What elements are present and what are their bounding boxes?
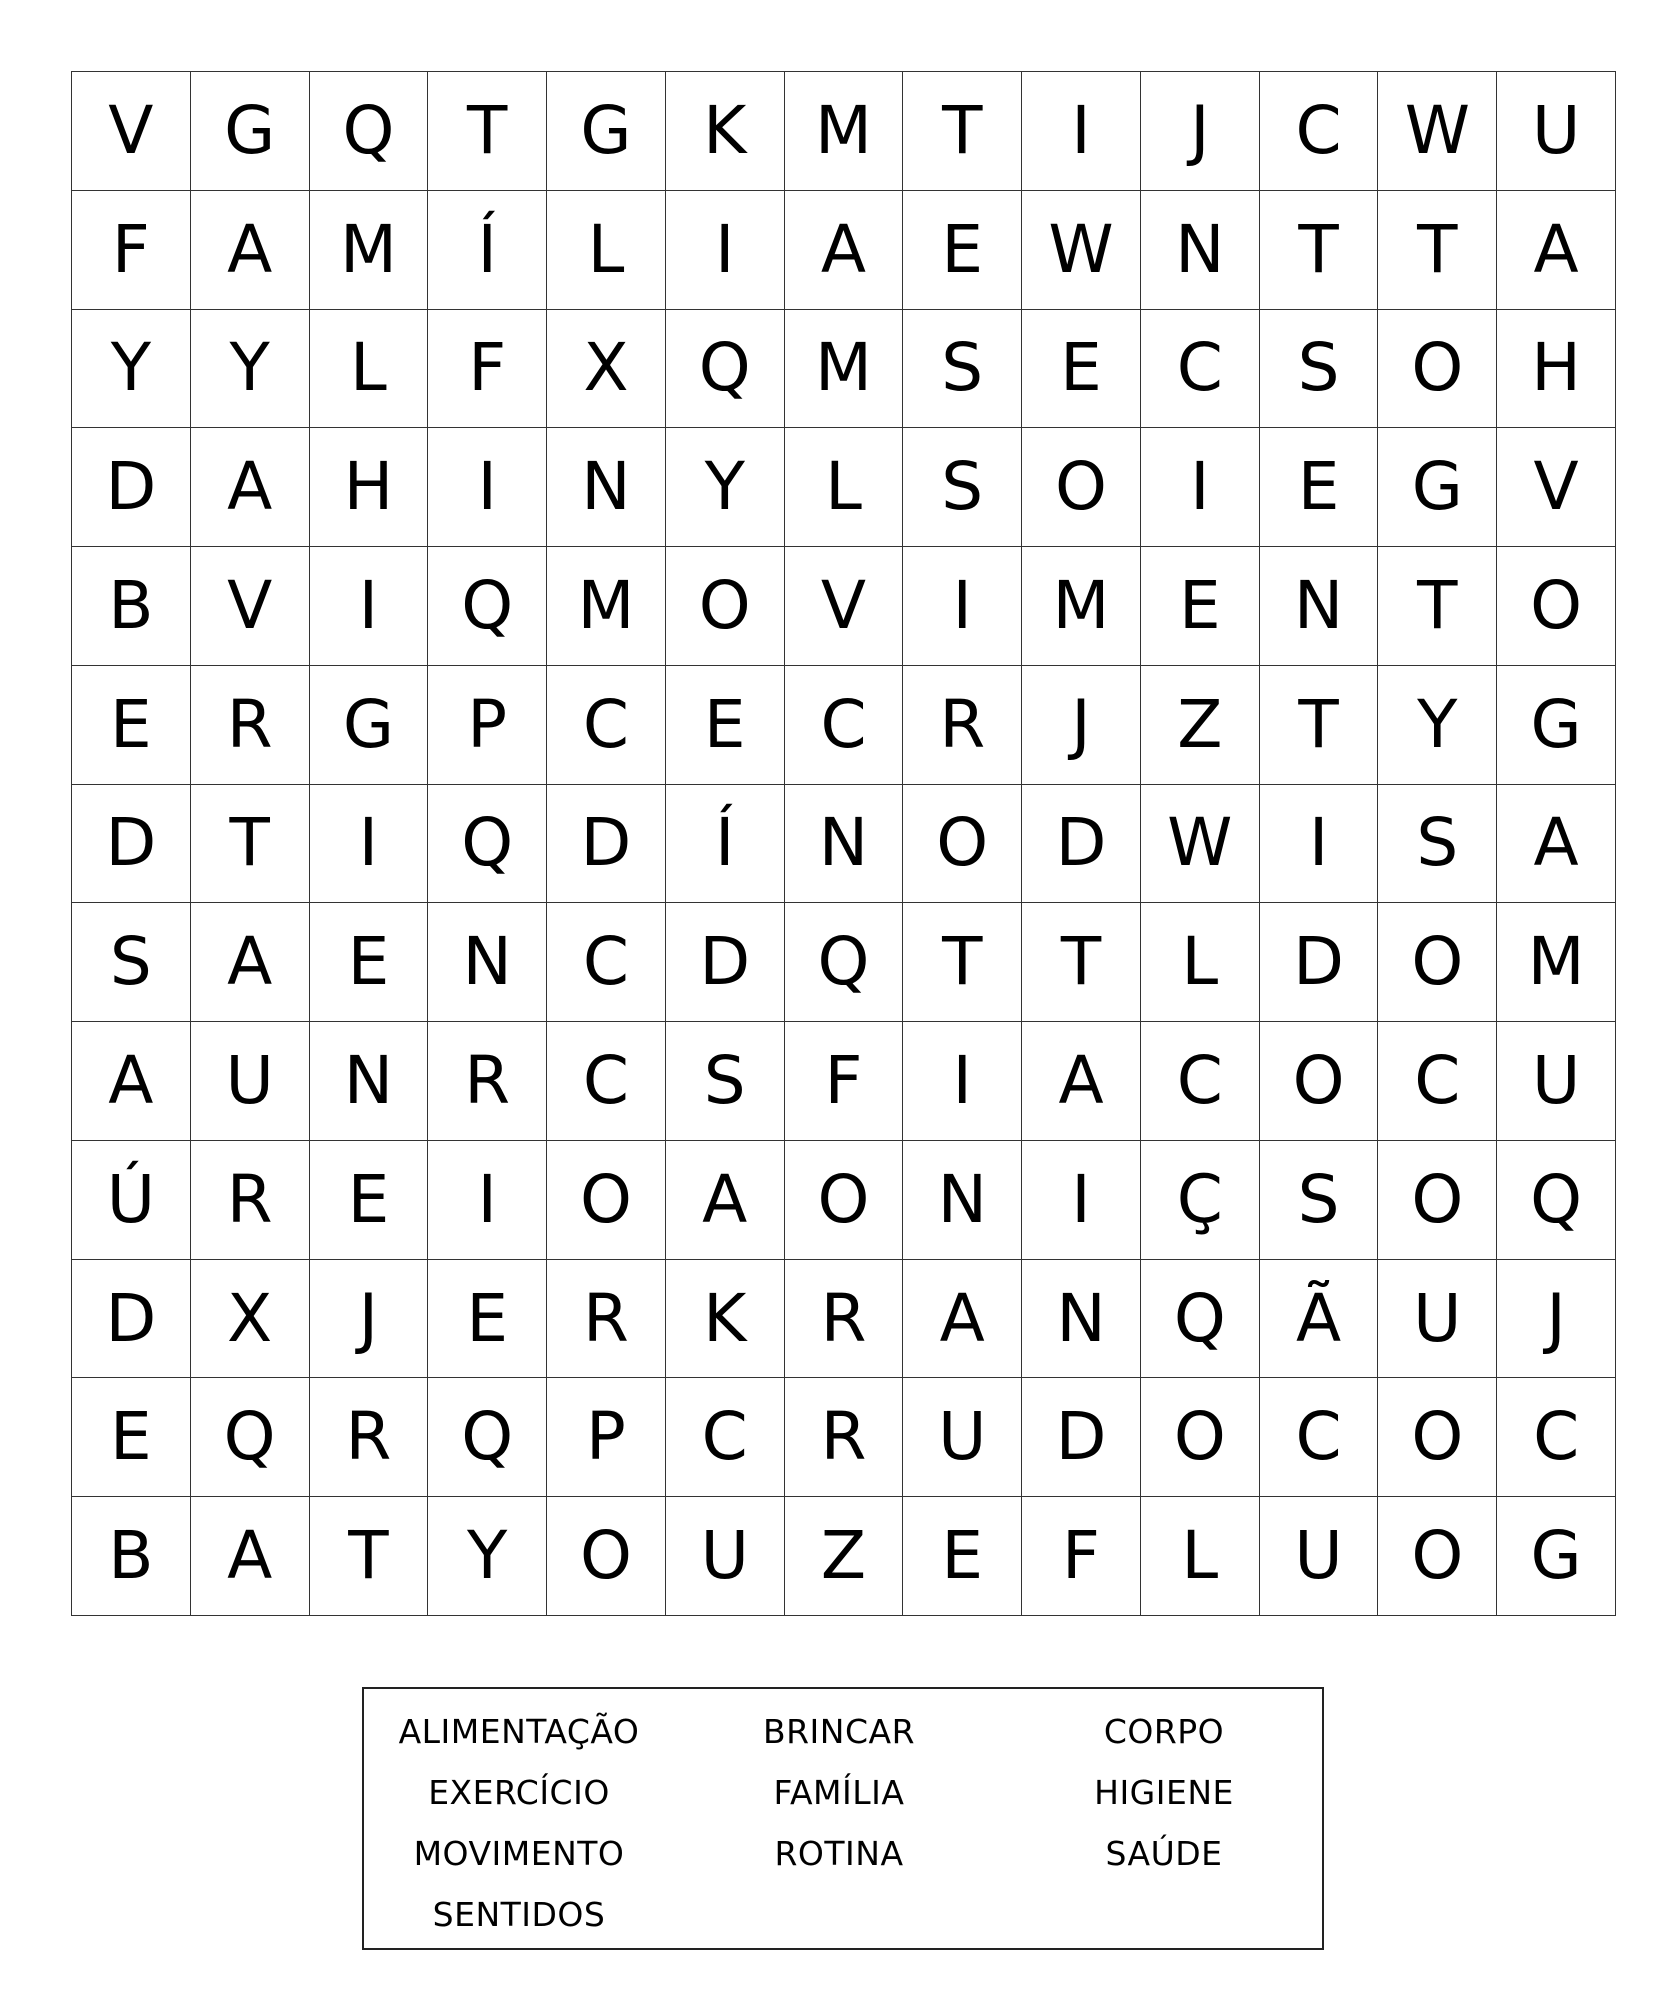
letter-cell[interactable]: F bbox=[428, 310, 547, 429]
letter-cell[interactable]: Q bbox=[785, 903, 904, 1022]
letter-cell[interactable]: A bbox=[191, 903, 310, 1022]
letter-cell[interactable]: Q bbox=[428, 1378, 547, 1497]
letter-cell[interactable]: P bbox=[547, 1378, 666, 1497]
letter-cell[interactable]: I bbox=[1022, 72, 1141, 191]
letter-cell[interactable]: A bbox=[191, 191, 310, 310]
letter-cell[interactable]: F bbox=[1022, 1497, 1141, 1616]
letter-cell[interactable]: L bbox=[1141, 903, 1260, 1022]
letter-grid bbox=[71, 71, 1616, 1616]
letter-cell[interactable]: R bbox=[428, 1022, 547, 1141]
letter-cell[interactable]: W bbox=[1378, 72, 1497, 191]
letter-cell[interactable]: M bbox=[1497, 903, 1616, 1022]
letter-cell[interactable]: O bbox=[1141, 1378, 1260, 1497]
letter-cell[interactable]: L bbox=[1141, 1497, 1260, 1616]
letter-cell[interactable]: Ã bbox=[1260, 1260, 1379, 1379]
letter-cell[interactable]: C bbox=[666, 1378, 785, 1497]
letter-cell[interactable]: S bbox=[903, 310, 1022, 429]
letter-cell[interactable]: M bbox=[785, 310, 904, 429]
letter-cell[interactable]: Í bbox=[428, 191, 547, 310]
letter-cell[interactable]: R bbox=[903, 666, 1022, 785]
letter-cell[interactable]: X bbox=[547, 310, 666, 429]
letter-cell[interactable]: O bbox=[785, 1141, 904, 1260]
letter-cell[interactable]: E bbox=[428, 1260, 547, 1379]
letter-cell[interactable]: J bbox=[1022, 666, 1141, 785]
letter-cell[interactable]: Q bbox=[191, 1378, 310, 1497]
letter-cell[interactable]: S bbox=[1260, 1141, 1379, 1260]
letter-cell[interactable]: I bbox=[428, 1141, 547, 1260]
letter-cell[interactable]: O bbox=[1497, 547, 1616, 666]
letter-cell[interactable]: J bbox=[1497, 1260, 1616, 1379]
letter-cell[interactable]: O bbox=[666, 547, 785, 666]
letter-cell[interactable]: O bbox=[1378, 903, 1497, 1022]
letter-cell[interactable]: G bbox=[1497, 1497, 1616, 1616]
letter-cell[interactable]: U bbox=[1497, 72, 1616, 191]
letter-cell[interactable]: O bbox=[547, 1497, 666, 1616]
letter-cell[interactable]: N bbox=[785, 785, 904, 904]
letter-cell[interactable]: T bbox=[1260, 191, 1379, 310]
letter-cell[interactable]: Y bbox=[72, 310, 191, 429]
letter-cell[interactable]: D bbox=[1022, 1378, 1141, 1497]
letter-cell[interactable]: H bbox=[310, 428, 429, 547]
letter-cell[interactable]: X bbox=[191, 1260, 310, 1379]
letter-cell[interactable]: I bbox=[666, 191, 785, 310]
word-item: BRINCAR bbox=[762, 1712, 916, 1751]
word-item: MOVIMENTO bbox=[413, 1834, 625, 1873]
letter-cell[interactable]: C bbox=[1141, 1022, 1260, 1141]
letter-cell[interactable]: C bbox=[547, 903, 666, 1022]
letter-cell[interactable]: O bbox=[903, 785, 1022, 904]
letter-cell[interactable]: A bbox=[72, 1022, 191, 1141]
letter-cell[interactable]: N bbox=[903, 1141, 1022, 1260]
letter-cell[interactable]: T bbox=[191, 785, 310, 904]
letter-cell[interactable]: A bbox=[191, 428, 310, 547]
letter-cell[interactable]: I bbox=[1260, 785, 1379, 904]
letter-cell[interactable]: I bbox=[903, 1022, 1022, 1141]
letter-cell[interactable]: S bbox=[1260, 310, 1379, 429]
letter-cell[interactable]: J bbox=[310, 1260, 429, 1379]
letter-cell[interactable]: T bbox=[1378, 547, 1497, 666]
letter-cell[interactable]: O bbox=[1378, 1497, 1497, 1616]
letter-cell[interactable]: U bbox=[1378, 1260, 1497, 1379]
letter-cell[interactable]: M bbox=[1022, 547, 1141, 666]
letter-cell[interactable]: C bbox=[1260, 72, 1379, 191]
letter-cell[interactable]: V bbox=[1497, 428, 1616, 547]
letter-cell[interactable]: D bbox=[547, 785, 666, 904]
letter-cell[interactable]: T bbox=[1260, 666, 1379, 785]
letter-cell[interactable]: E bbox=[1022, 310, 1141, 429]
letter-cell[interactable]: V bbox=[785, 547, 904, 666]
letter-cell[interactable]: I bbox=[1022, 1141, 1141, 1260]
letter-cell[interactable]: E bbox=[310, 903, 429, 1022]
letter-cell[interactable]: E bbox=[72, 666, 191, 785]
letter-cell[interactable]: E bbox=[903, 1497, 1022, 1616]
letter-cell[interactable]: U bbox=[191, 1022, 310, 1141]
letter-cell[interactable]: V bbox=[191, 547, 310, 666]
letter-cell[interactable]: M bbox=[547, 547, 666, 666]
letter-cell[interactable]: Q bbox=[1141, 1260, 1260, 1379]
letter-cell[interactable]: Q bbox=[428, 547, 547, 666]
letter-cell[interactable]: C bbox=[1260, 1378, 1379, 1497]
letter-cell[interactable]: W bbox=[1141, 785, 1260, 904]
letter-cell[interactable]: D bbox=[72, 1260, 191, 1379]
word-item: CORPO bbox=[1103, 1712, 1225, 1751]
letter-cell[interactable]: I bbox=[310, 547, 429, 666]
letter-cell[interactable]: H bbox=[1497, 310, 1616, 429]
letter-cell[interactable]: A bbox=[1497, 785, 1616, 904]
letter-cell[interactable]: A bbox=[191, 1497, 310, 1616]
letter-cell[interactable]: N bbox=[547, 428, 666, 547]
letter-cell[interactable]: D bbox=[1022, 785, 1141, 904]
letter-cell[interactable]: Y bbox=[1378, 666, 1497, 785]
letter-cell[interactable]: O bbox=[1378, 1378, 1497, 1497]
letter-cell[interactable]: G bbox=[547, 72, 666, 191]
letter-cell[interactable]: P bbox=[428, 666, 547, 785]
letter-cell[interactable]: F bbox=[72, 191, 191, 310]
letter-cell[interactable]: B bbox=[72, 547, 191, 666]
word-item: EXERCÍCIO bbox=[428, 1773, 610, 1812]
letter-cell[interactable]: N bbox=[310, 1022, 429, 1141]
letter-cell[interactable]: N bbox=[1022, 1260, 1141, 1379]
letter-cell[interactable]: Y bbox=[666, 428, 785, 547]
letter-cell[interactable]: U bbox=[1260, 1497, 1379, 1616]
letter-cell[interactable]: G bbox=[310, 666, 429, 785]
letter-cell[interactable]: S bbox=[666, 1022, 785, 1141]
letter-cell[interactable]: T bbox=[903, 72, 1022, 191]
letter-cell[interactable]: R bbox=[191, 666, 310, 785]
letter-cell[interactable]: Y bbox=[428, 1497, 547, 1616]
letter-cell[interactable]: I bbox=[1141, 428, 1260, 547]
letter-cell[interactable]: A bbox=[785, 191, 904, 310]
letter-cell[interactable]: R bbox=[785, 1260, 904, 1379]
letter-cell[interactable]: D bbox=[72, 785, 191, 904]
letter-cell[interactable]: O bbox=[1378, 310, 1497, 429]
letter-cell[interactable]: R bbox=[310, 1378, 429, 1497]
letter-cell[interactable]: C bbox=[547, 1022, 666, 1141]
letter-cell[interactable]: W bbox=[1022, 191, 1141, 310]
letter-cell[interactable]: U bbox=[666, 1497, 785, 1616]
letter-cell[interactable]: T bbox=[903, 903, 1022, 1022]
letter-cell[interactable]: O bbox=[547, 1141, 666, 1260]
letter-cell[interactable]: E bbox=[666, 666, 785, 785]
letter-cell[interactable]: M bbox=[785, 72, 904, 191]
letter-cell[interactable]: G bbox=[191, 72, 310, 191]
word-item: SAÚDE bbox=[1105, 1834, 1223, 1873]
letter-cell[interactable]: Ç bbox=[1141, 1141, 1260, 1260]
word-bank bbox=[362, 1687, 1324, 1950]
letter-cell[interactable]: T bbox=[1022, 903, 1141, 1022]
word-item: FAMÍLIA bbox=[773, 1773, 905, 1812]
letter-cell[interactable]: K bbox=[666, 72, 785, 191]
letter-cell[interactable]: N bbox=[1260, 547, 1379, 666]
letter-cell[interactable]: O bbox=[1260, 1022, 1379, 1141]
letter-cell[interactable]: E bbox=[1141, 547, 1260, 666]
letter-cell[interactable]: A bbox=[1497, 191, 1616, 310]
letter-cell[interactable]: Q bbox=[310, 72, 429, 191]
letter-cell[interactable]: Z bbox=[785, 1497, 904, 1616]
letter-cell[interactable]: A bbox=[666, 1141, 785, 1260]
letter-cell[interactable]: T bbox=[428, 72, 547, 191]
letter-cell[interactable]: L bbox=[785, 428, 904, 547]
letter-cell[interactable]: R bbox=[785, 1378, 904, 1497]
letter-cell[interactable]: C bbox=[547, 666, 666, 785]
letter-cell[interactable]: I bbox=[428, 428, 547, 547]
letter-cell[interactable]: Q bbox=[666, 310, 785, 429]
letter-cell[interactable]: T bbox=[310, 1497, 429, 1616]
word-item: ALIMENTAÇÃO bbox=[398, 1712, 640, 1751]
letter-cell[interactable]: U bbox=[903, 1378, 1022, 1497]
letter-cell[interactable]: I bbox=[903, 547, 1022, 666]
word-item: ROTINA bbox=[774, 1834, 904, 1873]
letter-cell[interactable]: Ú bbox=[72, 1141, 191, 1260]
letter-cell[interactable]: A bbox=[1022, 1022, 1141, 1141]
letter-cell[interactable]: S bbox=[903, 428, 1022, 547]
letter-cell[interactable]: T bbox=[1378, 191, 1497, 310]
word-list bbox=[364, 1689, 1322, 1945]
word-item: SENTIDOS bbox=[432, 1895, 606, 1934]
letter-cell[interactable]: N bbox=[428, 903, 547, 1022]
letter-cell[interactable]: C bbox=[1141, 310, 1260, 429]
letter-cell[interactable]: F bbox=[785, 1022, 904, 1141]
letter-cell[interactable]: E bbox=[1260, 428, 1379, 547]
letter-cell[interactable]: R bbox=[547, 1260, 666, 1379]
letter-cell[interactable]: O bbox=[1022, 428, 1141, 547]
letter-cell[interactable]: E bbox=[72, 1378, 191, 1497]
letter-cell[interactable]: E bbox=[310, 1141, 429, 1260]
letter-cell[interactable]: J bbox=[1141, 72, 1260, 191]
letter-cell[interactable]: V bbox=[72, 72, 191, 191]
letter-cell[interactable]: Y bbox=[191, 310, 310, 429]
letter-cell[interactable]: L bbox=[547, 191, 666, 310]
letter-cell[interactable]: C bbox=[1497, 1378, 1616, 1497]
letter-cell[interactable]: M bbox=[310, 191, 429, 310]
letter-cell[interactable]: K bbox=[666, 1260, 785, 1379]
letter-cell[interactable]: E bbox=[903, 191, 1022, 310]
letter-cell[interactable]: D bbox=[1260, 903, 1379, 1022]
letter-cell[interactable]: O bbox=[1378, 1141, 1497, 1260]
letter-cell[interactable]: R bbox=[191, 1141, 310, 1260]
letter-cell[interactable]: Q bbox=[428, 785, 547, 904]
letter-cell[interactable]: D bbox=[666, 903, 785, 1022]
letter-cell[interactable]: I bbox=[310, 785, 429, 904]
letter-cell[interactable]: L bbox=[310, 310, 429, 429]
letter-cell[interactable]: A bbox=[903, 1260, 1022, 1379]
letter-cell[interactable]: B bbox=[72, 1497, 191, 1616]
letter-cell[interactable]: C bbox=[1378, 1022, 1497, 1141]
letter-cell[interactable]: C bbox=[785, 666, 904, 785]
letter-cell[interactable]: D bbox=[72, 428, 191, 547]
letter-cell[interactable]: Q bbox=[1497, 1141, 1616, 1260]
word-item: HIGIENE bbox=[1094, 1773, 1234, 1812]
letter-cell[interactable]: G bbox=[1378, 428, 1497, 547]
letter-cell[interactable]: N bbox=[1141, 191, 1260, 310]
letter-cell[interactable]: G bbox=[1497, 666, 1616, 785]
letter-cell[interactable]: S bbox=[1378, 785, 1497, 904]
letter-cell[interactable]: U bbox=[1497, 1022, 1616, 1141]
letter-cell[interactable]: Í bbox=[666, 785, 785, 904]
letter-cell[interactable]: Z bbox=[1141, 666, 1260, 785]
letter-cell[interactable]: S bbox=[72, 903, 191, 1022]
